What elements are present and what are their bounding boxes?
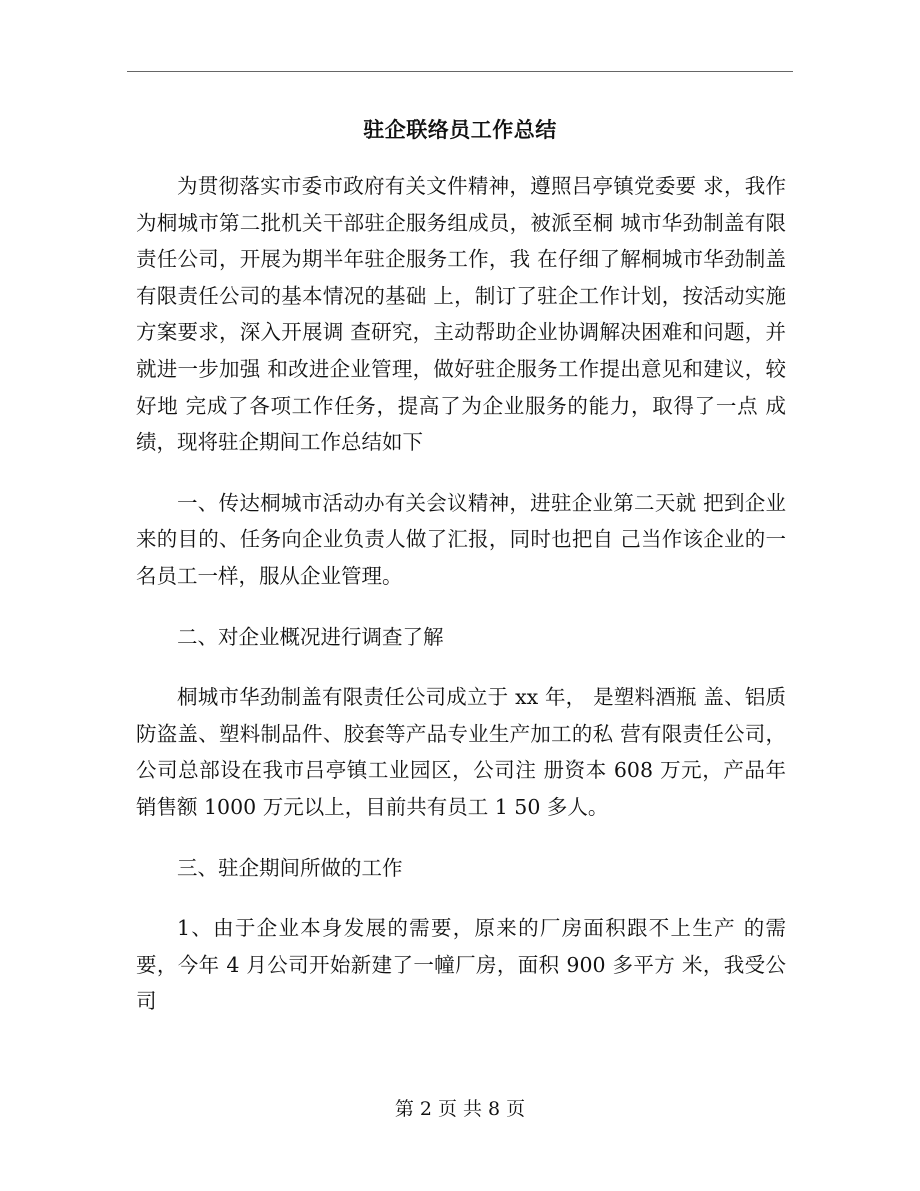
paragraph-section-1: 一、传达桐城市活动办有关会议精神，进驻企业第二天就 把到企业来的目的、任务向企业负责人做了汇报，同时也把自 己当作该企业的一名员工一样，服从企业管理。: [136, 490, 786, 588]
header-rule: [127, 71, 793, 72]
page-number: 第 2 页 共 8 页: [394, 1098, 526, 1120]
heading-section-3: 三、驻企期间所做的工作: [177, 855, 403, 880]
paragraph-intro: 为贯彻落实市委市政府有关文件精神，遵照吕亭镇党委要 求，我作为桐城市第二批机关干部驻企服务组成员，被派至桐 城市华劲制盖有限责任公司，开展为期半年驻企服务工作，我 在仔细了解桐城市华劲制盖有限责任公司的基本情况的基础 上，制订了驻企工作计划，按活动实施方案要求，深入开展调 查研究，主动帮助企业协调解决困难和问题，并就进一步加强 和改进企业管理，做好驻企服务工作提出意见和建议，较好地 完成了各项工作任务，提高了为企业服务的能力，取得了一点 成绩，现将驻企期间工作总结如下: [136, 174, 786, 455]
document-title: 驻企联络员工作总结: [363, 117, 557, 142]
paragraph-work-item-1: 1、由于企业本身发展的需要，原来的厂房面积跟不上生产 的需要，今年 4 月公司开始新建了一幢厂房，面积 900 多平方 米，我受公司: [136, 916, 786, 1014]
paragraph-company-overview: 桐城市华劲制盖有限责任公司成立于 xx 年， 是塑料酒瓶 盖、铝质防盗盖、塑料制品件、胶套等产品专业生产加工的私 营有限责任公司，公司总部设在我市吕亭镇工业园区，公司注 册资本 608 万元，产品年销售额 1000 万元以上，目前共有员工 1 50 多人。: [136, 685, 786, 819]
document-body: [136, 168, 786, 1020]
heading-section-2: 二、对企业概况进行调查了解: [177, 624, 444, 649]
